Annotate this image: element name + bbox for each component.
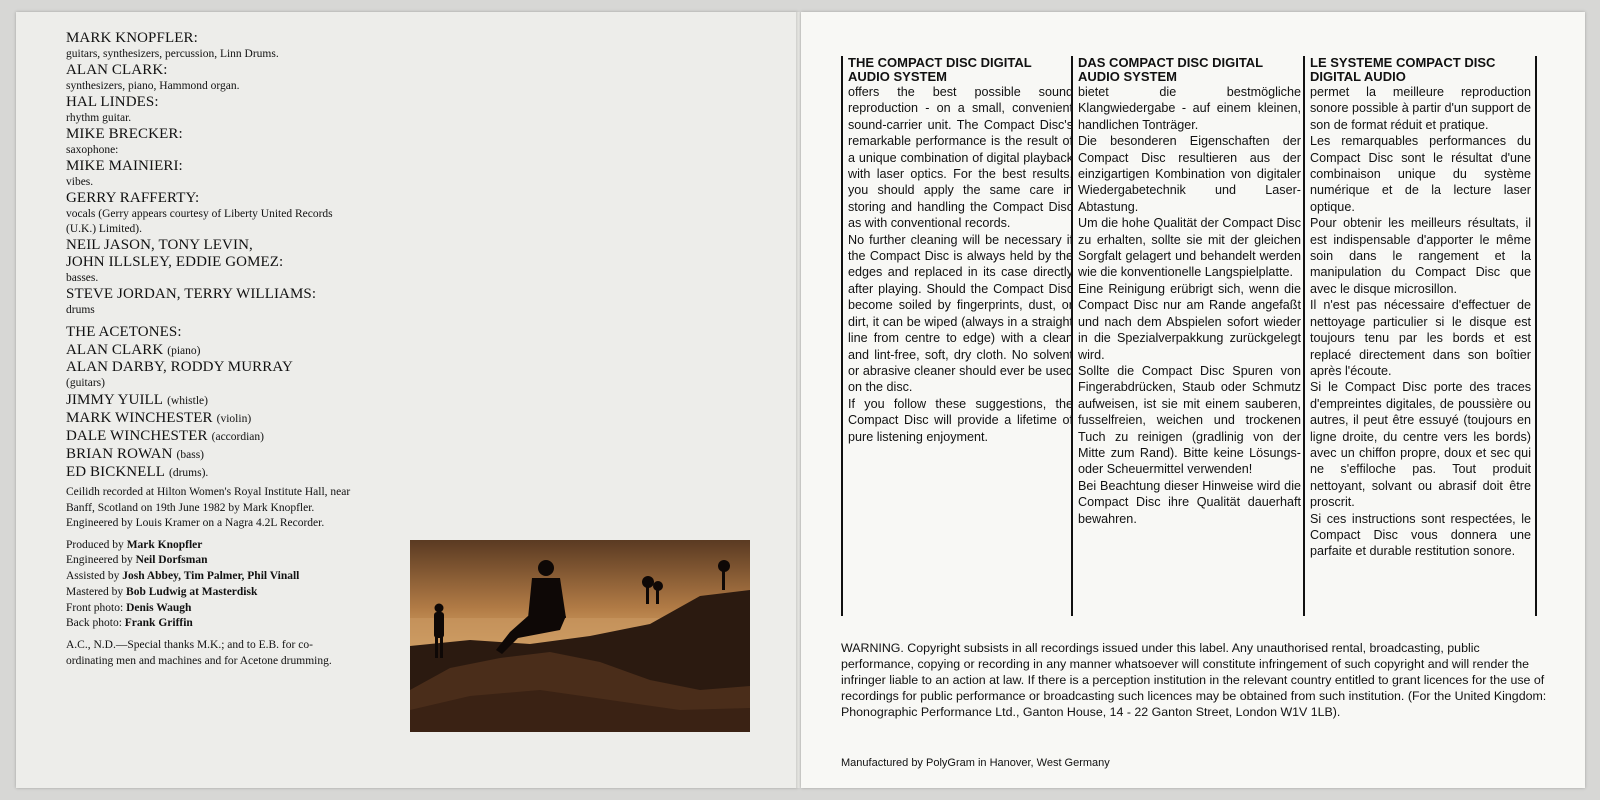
column-heading: LE SYSTEME COMPACT DISC DIGITAL AUDIO: [1310, 55, 1496, 84]
paragraph: offers the best possible sound reproduction - on a small, convenient sound-carrier unit. The Compact Disc's remarkable performance is the result of a unique combination of digital playback with laser optics. For the best results, you should apply the same care in storing and handling the Compact Disc as with conventional records.: [848, 85, 1073, 231]
column-heading: DAS COMPACT DISC DIGITAL AUDIO SYSTEM: [1078, 55, 1263, 84]
credit-name: MIKE BRECKER:: [66, 126, 183, 142]
acetone-entry: [66, 409, 356, 427]
acetone-role: (piano): [167, 345, 201, 357]
credit-entry: [66, 62, 356, 94]
manufacturer-note: Manufactured by PolyGram in Hanover, West Germany: [841, 757, 1110, 769]
acetone-entry: [66, 341, 356, 359]
credit-role: saxophone:: [66, 144, 119, 156]
credit-name: STEVE JORDAN, TERRY WILLIAMS:: [66, 286, 317, 302]
acetone-entry: [66, 445, 356, 463]
credit-name: ALAN CLARK:: [66, 62, 168, 78]
cd-info-columns: [841, 56, 1547, 616]
paragraph: Si le Compact Disc porte des traces d'empreintes digitales, de poussière ou autres, il peut être essuyé (toujours en ligne droite, du centre vers les bords) avec un chiffon propre, doux et sec qui ne s'effiloche pas. Tout produit nettoyant, solvant ou abrasif doit être proscrit.: [1310, 380, 1531, 510]
credit-entry: [66, 286, 356, 318]
production-credit: Back photo: Frank Griffin: [66, 617, 193, 630]
paragraph: Die besonderen Eigenschaften der Compact Disc resultieren aus der einzigartigen Kombination von digitaler Wiedergabetechnik und Laser-Abtastung.: [1078, 134, 1301, 214]
production-credit: Assisted by Josh Abbey, Tim Palmer, Phil Vinall: [66, 570, 300, 583]
acetone-name: ALAN DARBY, RODDY MURRAY: [66, 359, 293, 375]
credit-name: MARK KNOPFLER:: [66, 30, 198, 46]
english-column: [841, 56, 1073, 616]
credit-role: synthesizers, piano, Hammond organ.: [66, 80, 240, 92]
column-heading: THE COMPACT DISC DIGITAL AUDIO SYSTEM: [848, 55, 1032, 84]
paragraph: Il n'est pas nécessaire d'effectuer de nettoyage particulier si le disque est toujours tenu par les bords et est replacé directement dans son boîtier après l'écoute.: [1310, 298, 1531, 378]
acetone-role: (accordian): [211, 431, 264, 443]
acetone-name: JIMMY YUILL: [66, 392, 164, 408]
acetone-name: DALE WINCHESTER: [66, 428, 208, 444]
credit-role: drums: [66, 304, 95, 316]
credit-entry: [66, 126, 356, 158]
german-column: [1071, 56, 1301, 616]
credit-role: basses.: [66, 272, 99, 284]
credit-name: MIKE MAINIERI:: [66, 158, 183, 174]
credit-entry: [66, 158, 356, 190]
credit-name: GERRY RAFFERTY:: [66, 190, 200, 206]
engineer-note: Engineered by Louis Kramer on a Nagra 4.2L Recorder.: [66, 517, 325, 529]
thanks-note: A.C., N.D.—Special thanks M.K.; and to E.B. for co-ordinating men and machines and for Acetone drumming.: [66, 639, 332, 667]
credit-entry: [66, 94, 356, 126]
credit-name: JOHN ILLSLEY, EDDIE GOMEZ:: [66, 254, 284, 270]
acetones-heading: THE ACETONES:: [66, 324, 182, 340]
credit-entry: [66, 30, 356, 62]
production-credit: Produced by Mark Knopfler: [66, 538, 203, 551]
acetone-role: (whistle): [167, 395, 208, 407]
acetone-name: ED BICKNELL: [66, 464, 166, 480]
production-credit: Mastered by Bob Ludwig at Masterdisk: [66, 585, 258, 598]
acetone-name: MARK WINCHESTER: [66, 410, 213, 426]
acetone-role: (violin): [216, 413, 252, 425]
credit-entry: [66, 237, 356, 254]
paragraph: Um die hohe Qualität der Compact Disc zu erhalten, sollte sie mit der gleichen Sorgfalt gelagert und behandelt werden wie die konventionelle Langspielplatte.: [1078, 216, 1301, 280]
paragraph: Sollte die Compact Disc Spuren von Fingerabdrücken, Staub oder Schmutz aufweisen, ist sie mit einem sauberen, fusselfreien, weichen und trockenen Tuch zu reinigen (gradlinig von der Mitte zum Rand). Bitte keine Lösungs- oder Scheuermittel verwenden!: [1078, 363, 1301, 477]
right-page: [801, 12, 1585, 788]
acetone-entry: [66, 427, 356, 445]
paragraph: Les remarquables performances du Compact Disc sont le résultat d'une combinaison unique du système numérique et de la lecture laser optique.: [1310, 134, 1531, 214]
paragraph: No further cleaning will be necessary if the Compact Disc is always held by the edges and replaced in its case directly after playing. Should the Compact Disc become soiled by fingerprints, dust, or dirt, it can be wiped (always in a straight line from centre to edge) with a clean and lint-free, soft, dry cloth. No solvent or abrasive cleaner should ever be used on the disc.: [848, 232, 1073, 395]
paragraph: If you follow these suggestions, the Compact Disc will provide a lifetime of pure listening enjoyment.: [848, 396, 1073, 444]
credits-list: [66, 30, 356, 669]
credit-name: NEIL JASON, TONY LEVIN,: [66, 237, 253, 253]
paragraph: permet la meilleure reproduction sonore possible à partir d'un support de son de format réduit et pratique.: [1310, 85, 1531, 132]
paragraph: Bei Beachtung dieser Hinweise wird die Compact Disc ihre Qualität dauerhaft bewahren.: [1078, 478, 1301, 526]
acetone-role: (bass): [176, 449, 204, 461]
left-page: [16, 12, 798, 788]
credit-entry: [66, 190, 356, 237]
acetone-entry: [66, 391, 356, 409]
paragraph: Pour obtenir les meilleurs résultats, il est indispensable d'apporter le même soin dans le rangement et la manipulation du Compact Disc que avec le disque microsillon.: [1310, 216, 1531, 296]
production-credit: Front photo: Denis Waugh: [66, 601, 192, 614]
paragraph: Eine Reinigung erübrigt sich, wenn die Compact Disc nur am Rande angefaßt und nach dem Abspielen sofort wieder in die Spezialverpakkung zurückgelegt wird.: [1078, 281, 1301, 362]
copyright-warning: WARNING. Copyright subsists in all recordings issued under this label. Any unauthorised rental, broadcasting, public performance, copying or recording in any manner whatsoever will constitute infringement of such copyright and will render the infringer liable to an action at law. If there is a perception institution in the relevant country entitled to grant licences for the use of recordings for public performance or broadcasting such licences may be obtained from such institution. (For the United Kingdom: Phonographic Performance Ltd., Ganton House, 14 - 22 Ganton Street, London W1V 1LB).: [841, 641, 1547, 719]
acetone-entry: [66, 359, 356, 391]
acetone-name: BRIAN ROWAN: [66, 446, 173, 462]
credit-role: guitars, synthesizers, percussion, Linn Drums.: [66, 48, 279, 60]
back-photo: [410, 540, 750, 732]
production-credit: Engineered by Neil Dorfsman: [66, 554, 208, 567]
credit-entry: [66, 254, 356, 286]
acetone-entry: [66, 463, 356, 481]
acetone-role: (guitars): [66, 377, 105, 389]
credit-role: vibes.: [66, 176, 94, 188]
credit-name: HAL LINDES:: [66, 94, 159, 110]
credit-role: vocals (Gerry appears courtesy of Liberty United Records (U.K.) Limited).: [66, 208, 333, 235]
credit-role: rhythm guitar.: [66, 112, 132, 124]
acetone-name: ALAN CLARK: [66, 342, 164, 358]
french-column: [1303, 56, 1537, 616]
paragraph: bietet die bestmögliche Klangwiedergabe - auf einem kleinen, handlichen Tonträger.: [1078, 85, 1301, 132]
recording-note: Ceilidh recorded at Hilton Women's Royal Institute Hall, near Banff, Scotland on 19th June 1982 by Mark Knopfler.: [66, 486, 351, 514]
acetone-role: (drums).: [169, 467, 209, 479]
paragraph: Si ces instructions sont respectées, le Compact Disc vous donnera une parfaite et durable restitution sonore.: [1310, 511, 1531, 559]
